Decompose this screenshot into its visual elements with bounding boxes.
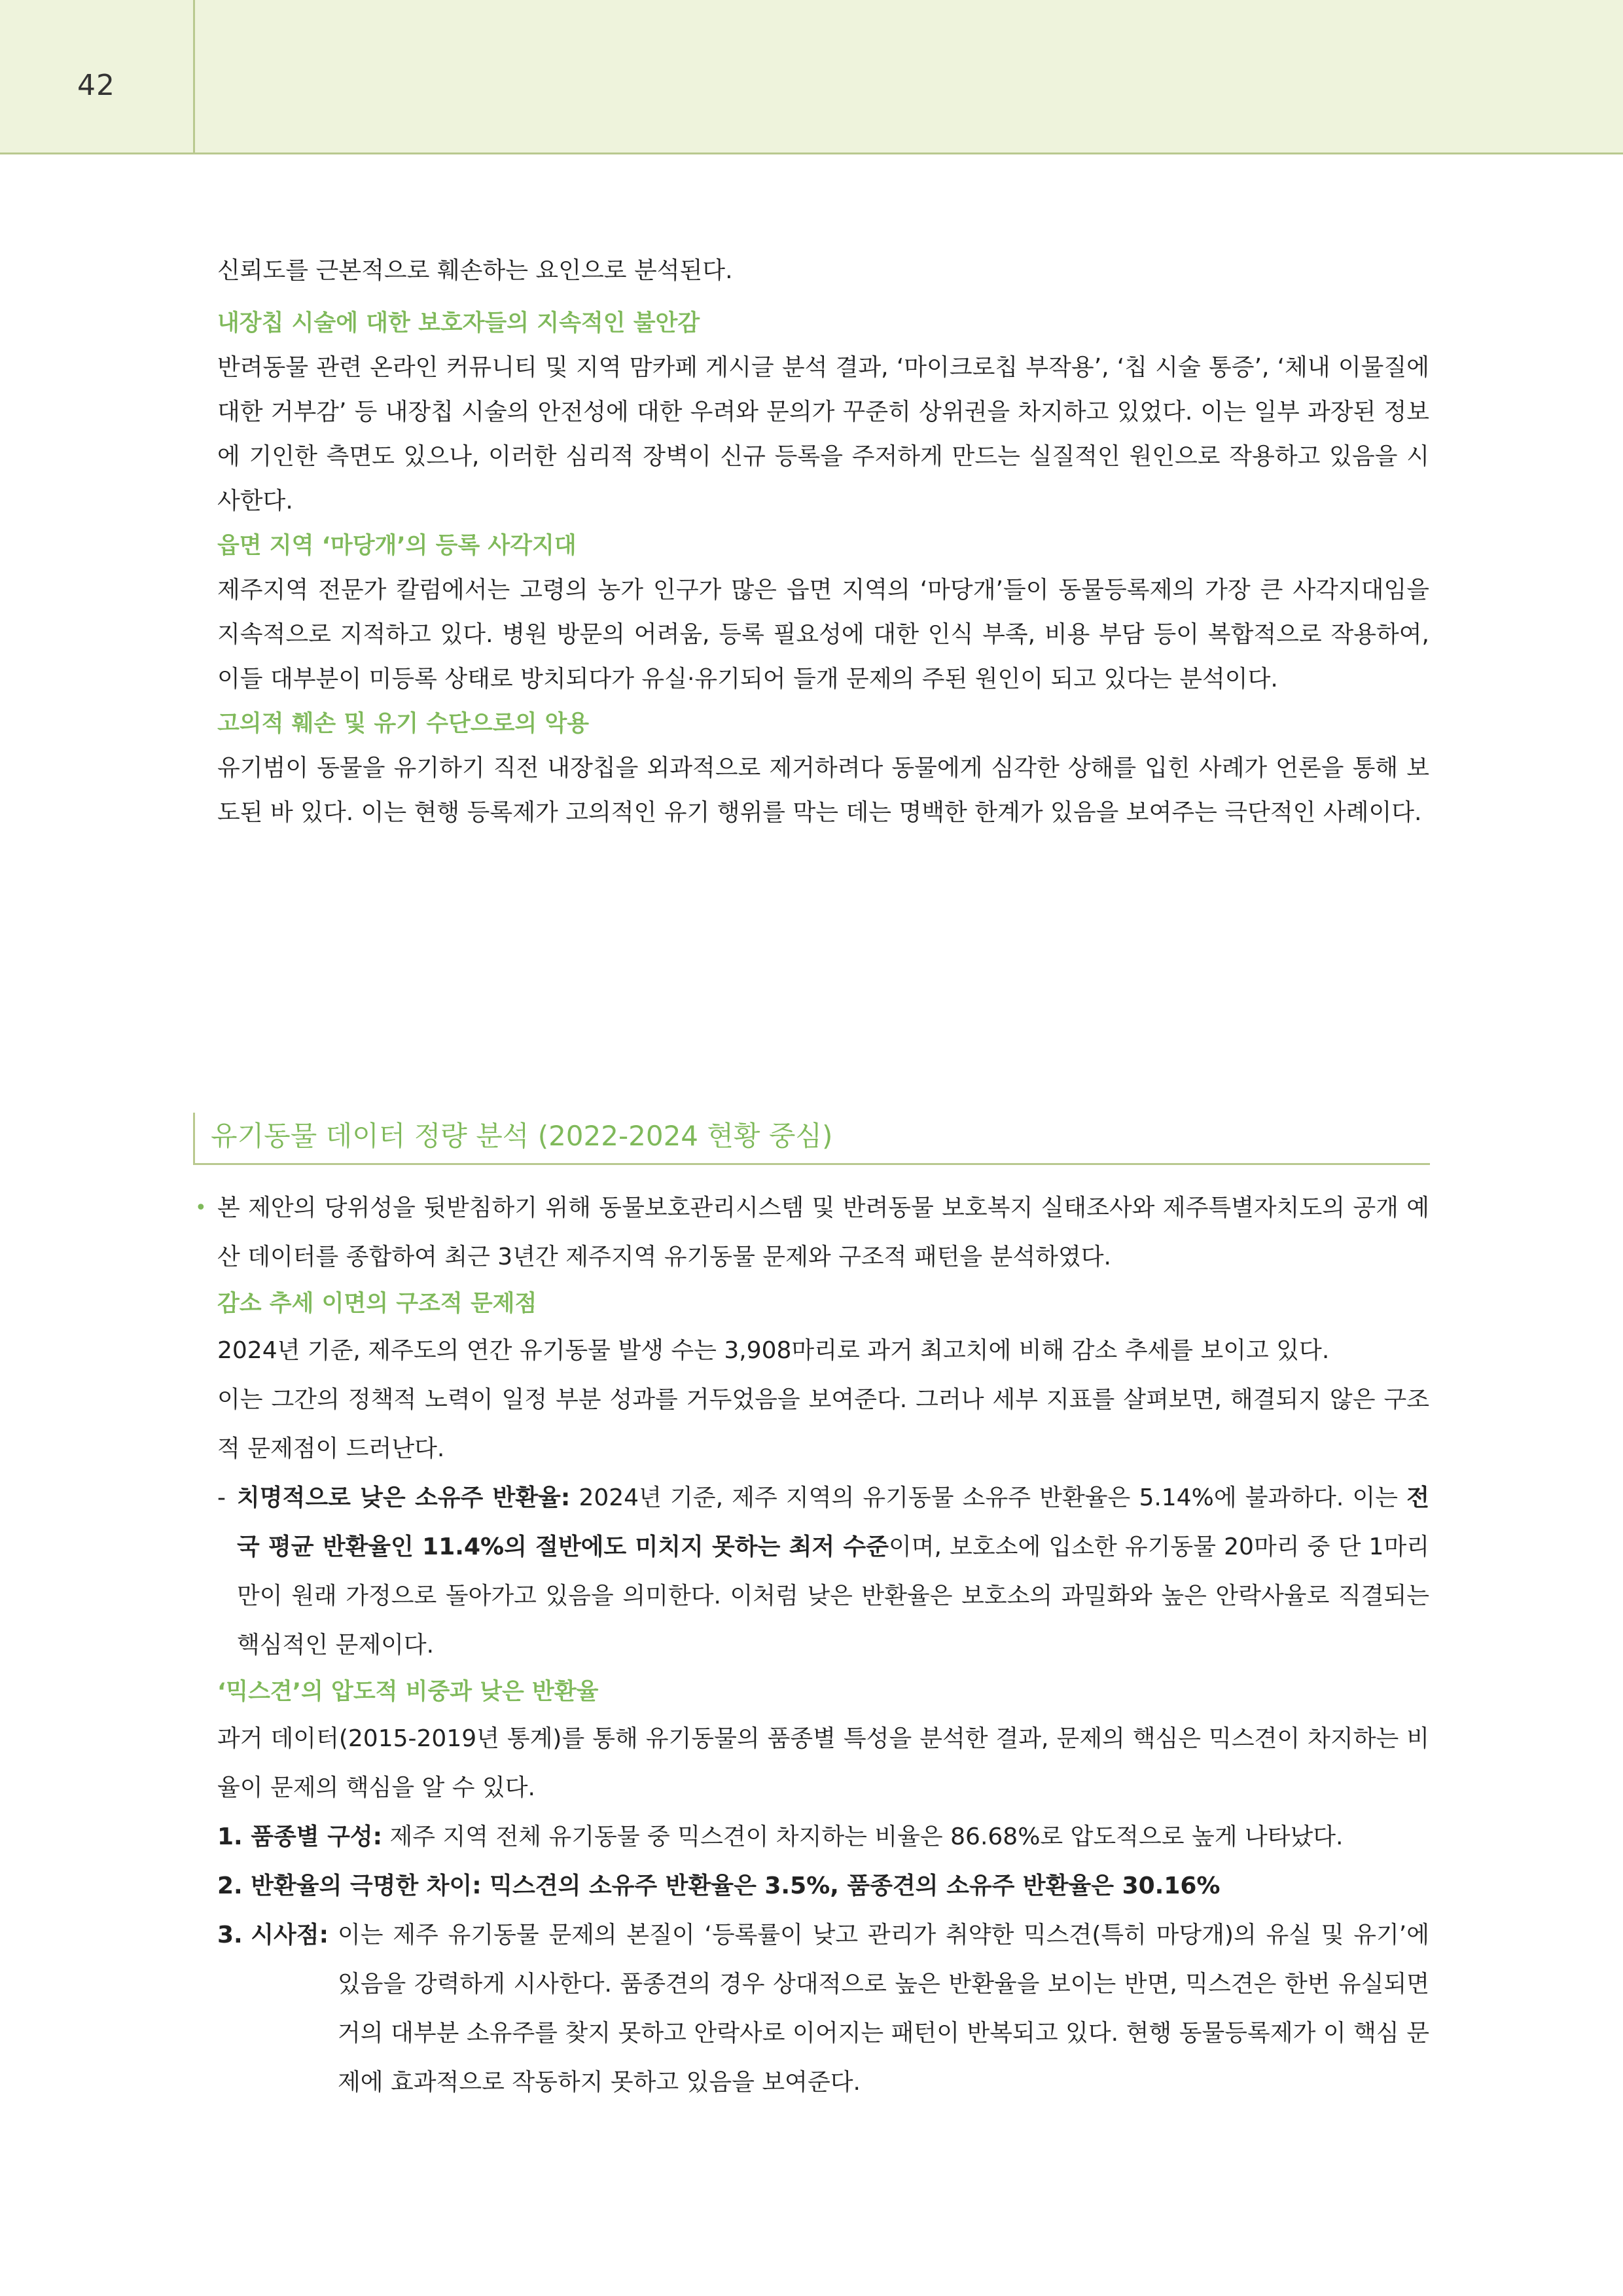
paragraph-yard-dogs: 제주지역 전문가 칼럼에서는 고령의 농가 인구가 많은 읍면 지역의 ‘마당개’들이 동물등록제의 가장 큰 사각지대임을 지속적으로 지적하고 있다. 병원 방문의 어려움, 등록 필요성에 대한 인식 부족, 비용 부담 등이 복합적으로 작용하여, 이들 대부분이 미등록 상태로 방치되다가 유실·유기되어 들개 문제의 주된 원인이 되고 있다는 분석이다. bbox=[217, 577, 1429, 692]
dash-item-return-rate bbox=[217, 1473, 1429, 1670]
dash-marker: - bbox=[217, 1484, 226, 1511]
subheading-structural-problems: 감소 추세 이면의 구조적 문제점 bbox=[217, 1291, 537, 1317]
dash-text-2: 이며, 보호소에 입소한 유기동물 20마리 중 단 1마리만이 원래 가정으로 돌아가고 있음을 의미한다. 이처럼 낮은 반환율은 보호소의 과밀화와 높은 안락사율로 직결되는 핵심적인 문제이다. bbox=[237, 1534, 1429, 1659]
numbered-item-1 bbox=[217, 1812, 1429, 1861]
subheading-mixed-breed: ‘믹스견’의 압도적 비중과 낮은 반환율 bbox=[217, 1679, 599, 1705]
page-number: 42 bbox=[77, 69, 115, 102]
paragraph-policy-effects: 이는 그간의 정책적 노력이 일정 부분 성과를 거두었음을 보여준다. 그러나 세부 지표를 살펴보면, 해결되지 않은 구조적 문제점이 드러난다. bbox=[217, 1386, 1429, 1462]
dash-bold-emphasis: 전국 평균 반환율인 11.4%의 절반에도 미치지 못하는 최저 수준 bbox=[237, 1484, 1429, 1560]
paragraph-mixed-breed-intro: 과거 데이터(2015-2019년 통계)를 통해 유기동물의 품종별 특성을 분석한 결과, 문제의 핵심은 믹스견이 차지하는 비율이 문제의 핵심을 알 수 있다. bbox=[217, 1725, 1429, 1801]
paragraph-2024-count: 2024년 기준, 제주도의 연간 유기동물 발생 수는 3,908마리로 과거 최고치에 비해 감소 추세를 보이고 있다. bbox=[217, 1337, 1330, 1364]
numbered-item-3-label: 3. 시사점: bbox=[217, 1922, 329, 1948]
bullet-dot-icon: • bbox=[195, 1196, 207, 1219]
bullet-text: 본 제안의 당위성을 뒷받침하기 위해 동물보호관리시스템 및 반려동물 보호복지 실태조사와 제주특별자치도의 공개 예산 데이터를 종합하여 최근 3년간 제주지역 유기동물 문제와 구조적 패턴을 분석하였다. bbox=[217, 1194, 1429, 1270]
numbered-item-1-text: 제주 지역 전체 유기동물 중 믹스견이 차지하는 비율은 86.68%로 압도적으로 높게 나타났다. bbox=[382, 1823, 1344, 1850]
content-block-2 bbox=[195, 1183, 1429, 2107]
subheading-yard-dogs: 읍면 지역 ‘마당개’의 등록 사각지대 bbox=[217, 533, 577, 559]
lead-paragraph: 신뢰도를 근본적으로 훼손하는 요인으로 분석된다. bbox=[217, 257, 733, 284]
bullet-paragraph bbox=[195, 1183, 1429, 1282]
subheading-chip-anxiety: 내장칩 시술에 대한 보호자들의 지속적인 불안감 bbox=[217, 310, 700, 336]
numbered-item-1-label: 1. 품종별 구성: bbox=[217, 1823, 383, 1850]
numbered-item-3-text: 이는 제주 유기동물 문제의 본질이 ‘등록률이 낮고 관리가 취약한 믹스견(특히 마당개)의 유실 및 유기’에 있음을 강력하게 시사한다. 품종견의 경우 상대적으로 높은 반환율을 보이는 반면, 믹스견은 한번 유실되면 거의 대부분 소유주를 찾지 못하고 안락사로 이어지는 패턴이 반복되고 있다. 현행 동물등록제가 이 핵심 문제에 효과적으로 작동하지 못하고 있음을 보여준다. bbox=[338, 1922, 1429, 2096]
page-header-band bbox=[0, 0, 1623, 154]
content-block-1 bbox=[217, 249, 1429, 835]
header-divider bbox=[193, 0, 195, 154]
subheading-intentional-removal: 고의적 훼손 및 유기 수단으로의 악용 bbox=[217, 711, 590, 737]
numbered-item-3 bbox=[217, 1910, 1429, 2107]
numbered-item-2-text: 2. 반환율의 극명한 차이: 믹스견의 소유주 반환율은 3.5%, 품종견의 소유주 반환율은 30.16% bbox=[217, 1873, 1221, 1899]
dash-bold-label: 치명적으로 낮은 소유주 반환율: bbox=[237, 1484, 571, 1511]
paragraph-intentional-removal: 유기범이 동물을 유기하기 직전 내장칩을 외과적으로 제거하려다 동물에게 심각한 상해를 입힌 사례가 언론을 통해 보도된 바 있다. 이는 현행 등록제가 고의적인 유기 행위를 막는 데는 명백한 한계가 있음을 보여주는 극단적인 사례이다. bbox=[217, 755, 1429, 826]
paragraph-chip-anxiety: 반려동물 관련 온라인 커뮤니티 및 지역 맘카페 게시글 분석 결과, ‘마이크로칩 부작용’, ‘칩 시술 통증’, ‘체내 이물질에 대한 거부감’ 등 내장칩 시술의 안전성에 대한 우려와 문의가 꾸준히 상위권을 차지하고 있었다. 이는 일부 과장된 정보에 기인한 측면도 있으나, 이러한 심리적 장벽이 신규 등록을 주저하게 만드는 실질적인 원인으로 작용하고 있음을 시사한다. bbox=[217, 354, 1429, 514]
section-title: 유기동물 데이터 정량 분석 (2022-2024 현황 중심) bbox=[193, 1113, 1430, 1165]
numbered-item-2 bbox=[217, 1861, 1429, 1910]
dash-text-1: 2024년 기준, 제주 지역의 유기동물 소유주 반환율은 5.14%에 불과하다. 이는 bbox=[570, 1484, 1407, 1511]
